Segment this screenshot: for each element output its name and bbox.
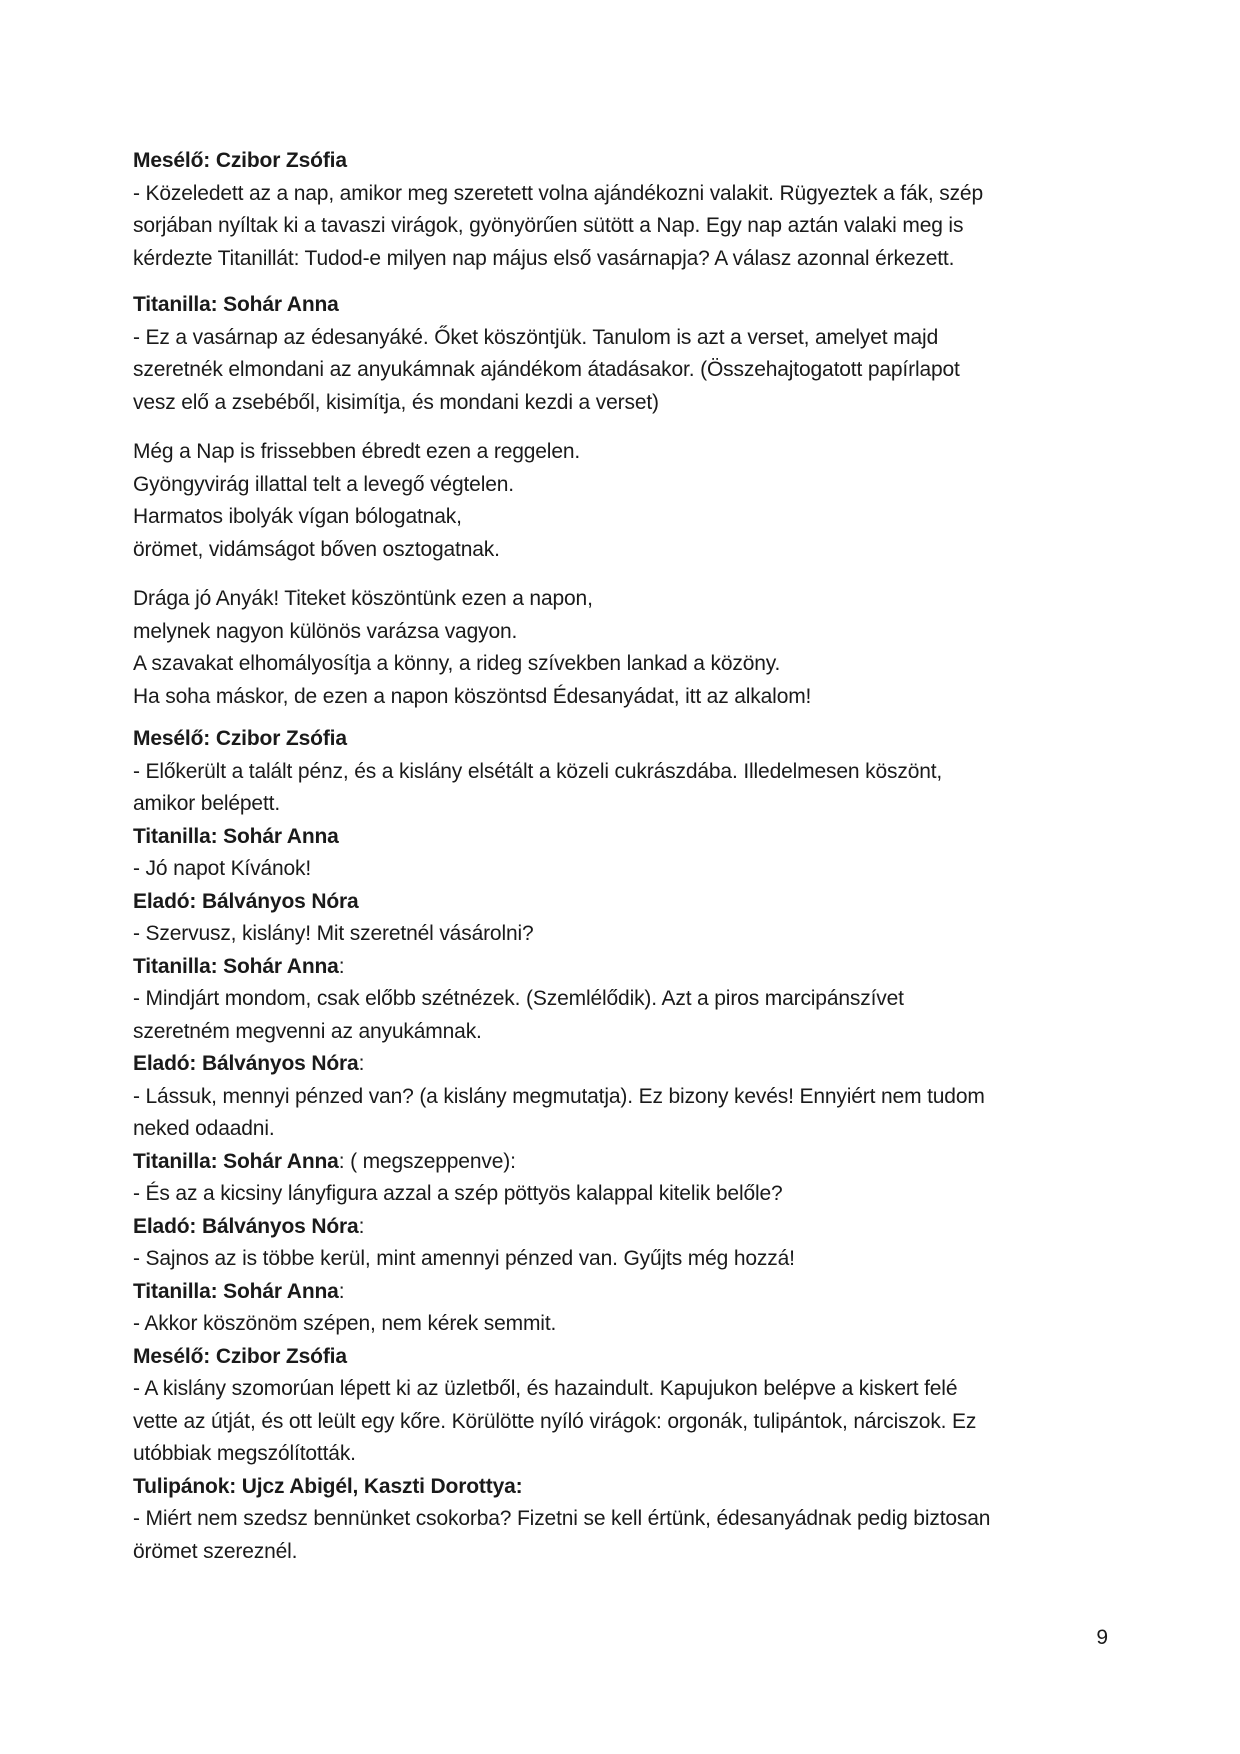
text-line: Drága jó Anyák! Titeket köszöntünk ezen a napon, [133, 587, 593, 610]
character-name-bold: Tulipánok: Ujcz Abigél, Kaszti Dorottya: [133, 1474, 523, 1498]
heading-suffix: : [338, 954, 345, 978]
character-name-bold: Titanilla: Sohár Anna [133, 824, 339, 848]
dialogue-paragraph [133, 178, 1108, 276]
character-heading [133, 1048, 1108, 1081]
text-line: - Mindjárt mondom, csak előbb szétnézek. (Szemlélődik). Azt a piros marcipánszívet [133, 987, 904, 1010]
text-line: - Szervusz, kislány! Mit szeretnél vásárolni? [133, 922, 534, 945]
dialogue-paragraph [133, 1503, 1108, 1568]
heading-suffix: : [358, 1052, 365, 1075]
character-heading [133, 289, 1108, 322]
dialogue-paragraph [133, 918, 1108, 951]
dialogue-paragraph [133, 436, 1108, 566]
text-line: - Miért nem szedsz bennünket csokorba? Fizetni se kell értünk, édesanyádnak pedig biztosan [133, 1507, 991, 1530]
text-line: Harmatos ibolyák vígan bólogatnak, [133, 505, 462, 528]
character-heading [133, 821, 1108, 854]
character-heading [133, 951, 1108, 984]
character-heading-line [133, 951, 1108, 984]
character-heading [133, 1211, 1108, 1244]
dialogue-paragraph [133, 1178, 1108, 1211]
script-text-body [133, 145, 1108, 1568]
dialogue-paragraph [133, 1373, 1108, 1471]
text-line: vesz elő a zsebéből, kisimítja, és mondani kezdi a verset) [133, 390, 659, 414]
character-heading-line [133, 289, 1108, 322]
heading-suffix: : ( megszeppenve): [338, 1149, 516, 1173]
character-heading [133, 723, 1108, 756]
text-line: amikor belépett. [133, 792, 281, 815]
character-heading-line [133, 1211, 1108, 1244]
dialogue-paragraph [133, 1243, 1108, 1276]
character-heading-line [133, 821, 1108, 854]
text-line: - És az a kicsiny lányfigura azzal a szép pöttyös kalappal kitelik belőle? [133, 1182, 783, 1205]
character-name-bold: Eladó: Bálványos Nóra [133, 1052, 359, 1075]
character-name-bold: Eladó: Bálványos Nóra [133, 889, 359, 913]
dialogue-paragraph [133, 1308, 1108, 1341]
page-number: 9 [1096, 1626, 1108, 1649]
text-line: vette az útját, és ott leült egy kőre. Körülötte nyíló virágok: orgonák, tulipántok, nárciszok. Ez [133, 1409, 977, 1433]
text-line: - Sajnos az is többe kerül, mint amennyi pénzed van. Gyűjts még hozzá! [133, 1247, 795, 1270]
text-line: szeretném megvenni az anyukámnak. [133, 1019, 482, 1043]
text-line: Gyöngyvirág illattal telt a levegő végtelen. [133, 472, 514, 496]
character-heading-line [133, 886, 1108, 919]
heading-suffix: : [358, 1214, 365, 1238]
character-heading-line [133, 1341, 1108, 1374]
character-heading-line [133, 1276, 1108, 1309]
dialogue-paragraph [133, 583, 1108, 713]
text-line: Még a Nap is frissebben ébredt ezen a reggelen. [133, 440, 581, 463]
text-line: utóbbiak megszólították. [133, 1442, 356, 1465]
dialogue-paragraph [133, 756, 1108, 821]
character-name-bold: Titanilla: Sohár Anna [133, 1279, 339, 1303]
text-line: - Előkerült a talált pénz, és a kislány elsétált a közeli cukrászdába. Illedelmesen köszönt, [133, 759, 943, 783]
character-name-bold: Mesélő: Czibor Zsófia [133, 1344, 347, 1368]
text-line: sorjában nyíltak ki a tavaszi virágok, gyönyörűen sütött a Nap. Egy nap aztán valaki meg is [133, 214, 964, 237]
text-line: örömet, vidámságot bőven osztogatnak. [133, 537, 500, 561]
character-name-bold: Eladó: Bálványos Nóra [133, 1214, 359, 1238]
text-line: neked odaadni. [133, 1117, 275, 1140]
dialogue-paragraph [133, 983, 1108, 1048]
text-line: - Ez a vasárnap az édesanyáké. Őket köszöntjük. Tanulom is azt a verset, amelyet majd [133, 325, 939, 349]
character-name-bold: Mesélő: Czibor Zsófia [133, 149, 347, 172]
character-heading [133, 886, 1108, 919]
character-name-bold: Mesélő: Czibor Zsófia [133, 727, 347, 750]
character-heading-line [133, 145, 1108, 178]
text-line: - Akkor köszönöm szépen, nem kérek semmit. [133, 1312, 557, 1335]
text-line: örömet szereznél. [133, 1539, 298, 1563]
character-name-bold: Titanilla: Sohár Anna [133, 954, 339, 978]
dialogue-paragraph [133, 1081, 1108, 1146]
character-heading [133, 1341, 1108, 1374]
character-name-bold: Titanilla: Sohár Anna [133, 1149, 339, 1173]
character-heading [133, 1471, 1108, 1504]
character-heading-line [133, 1048, 1108, 1081]
dialogue-paragraph [133, 853, 1108, 886]
text-line: - Közeledett az a nap, amikor meg szeretett volna ajándékozni valakit. Rügyeztek a fák, szép [133, 181, 983, 205]
character-heading [133, 1146, 1108, 1179]
text-line: kérdezte Titanillát: Tudod-e milyen nap május első vasárnapja? A válasz azonnal érkezett. [133, 246, 955, 270]
character-heading [133, 145, 1108, 178]
text-line: szeretnék elmondani az anyukámnak ajándékom átadásakor. (Összehajtogatott papírlapot [133, 358, 960, 381]
text-line: Ha soha máskor, de ezen a napon köszöntsd Édesanyádat, itt az alkalom! [133, 684, 812, 708]
character-heading-line [133, 723, 1108, 756]
text-line: - Lássuk, mennyi pénzed van? (a kislány megmutatja). Ez bizony kevés! Ennyiért nem tudom [133, 1084, 985, 1108]
text-line: A szavakat elhomályosítja a könny, a rideg szívekben lankad a közöny. [133, 652, 781, 675]
character-heading-line [133, 1471, 1108, 1504]
text-line: - A kislány szomorúan lépett ki az üzletből, és hazaindult. Kapujukon belépve a kiskert felé [133, 1377, 958, 1400]
text-line: - Jó napot Kívánok! [133, 857, 312, 880]
character-name-bold: Titanilla: Sohár Anna [133, 293, 339, 316]
character-heading [133, 1276, 1108, 1309]
heading-suffix: : [338, 1279, 345, 1303]
character-heading-line [133, 1146, 1108, 1179]
dialogue-paragraph [133, 322, 1108, 420]
text-line: melynek nagyon különös varázsa vagyon. [133, 619, 518, 643]
